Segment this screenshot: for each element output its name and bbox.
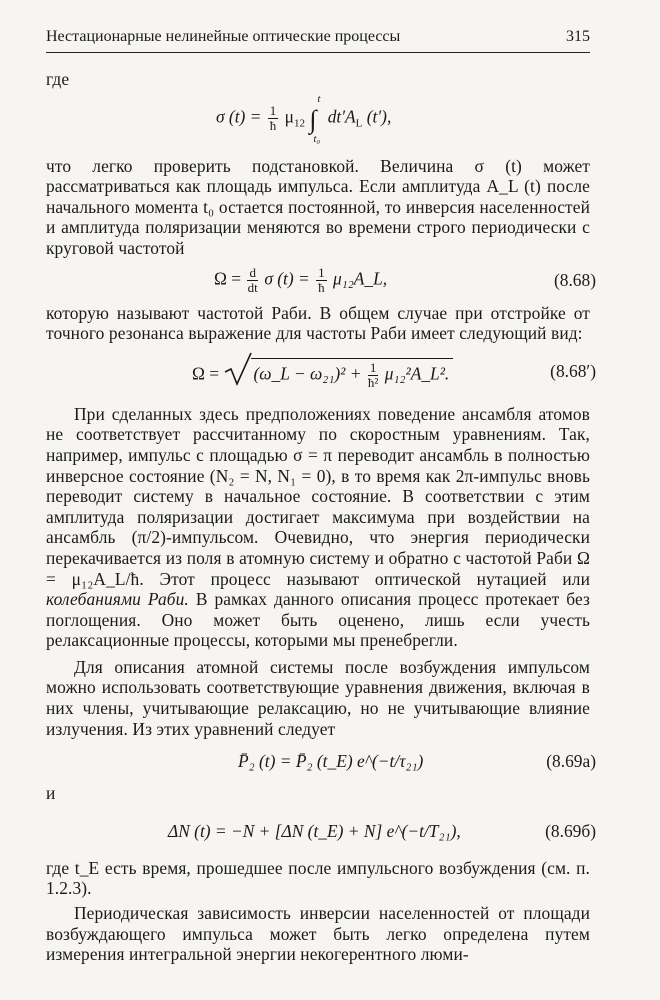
paragraph-periodic-dependence: Периодическая зависимость инверсии населенностей от площади возбуждающего импульса может быть легко определена путем измерения интегральной энергии некогерентного люми- xyxy=(46,903,590,965)
running-header xyxy=(46,28,590,53)
eq-sigma-frac: $\frac{1}{ħ}$ xyxy=(269,102,277,133)
paragraph-rabi-frequency: которую называют частотой Раби. В общем случае при отстройке от точного резонанса выражение для частоты Раби имеет следующий вид: xyxy=(46,302,590,344)
equation-sigma: σ (t) = $\frac{1}{ħ}$ $\mu_{12}$ ∫ t t₀ $dt'A_L$ (t′), xyxy=(216,93,392,146)
equation-number-8-69b: (8.69б) xyxy=(545,821,596,842)
sqrt-sign: (ω_L − ω₂₁)² + $\frac{1}{\text{ħ²}}$ μ₁₂²A_L². xyxy=(223,358,453,390)
paragraph-where-1: где xyxy=(46,69,70,89)
equation-number-8-68: (8.68) xyxy=(553,270,596,291)
equation-8-68: Ω = $\frac{d}{dt}$ σ (t) = $\frac{1}{ħ}$ μ₁₂A_L, (8.68) xyxy=(214,265,596,296)
paragraph-and: и xyxy=(46,783,56,804)
italic-term: колебаниями Раби. xyxy=(46,589,189,610)
equation-8-69a: P̄₂ (t) = P̄₂ (t_E) e^(−t/τ₂₁) (8.69а) xyxy=(238,750,596,771)
eq-sigma-body: dt′A xyxy=(327,106,356,127)
equation-number-8-69a: (8.69а) xyxy=(546,750,596,771)
paragraph-rabi-oscillations: При сделанных здесь предположениях поведение ансамбля атомов не соответствует рассчитанному по скоростным уравнениям. Так, например, импульс с площадью σ = π переводит ансамбль в полностью инверсное состояние (N₂ = N, N₁ = 0), в то время как 2π-импульс вновь переводит систему в начальное состояние. В соответствии с этим амплитуда поляризации достигает максимума при воздействии на ансамбль (π/2)-импульсом. Очевидно, что энергия периодически перекачивается из поля в атомную систему и обратно с частотой Раби Ω = μ₁₂A_L/ħ. Этот процесс называют оптической нутацией или колебаниями Раби. В рамках данного описания процесс протекает без поглощения. Оно может быть оценено, лишь если учесть релаксационные процессы, которыми мы пренебрегли. xyxy=(46,403,590,651)
paragraph-tE-definition: где t_E есть время, прошедшее после импульсного возбуждения (см. п. 1.2.3). xyxy=(46,857,590,899)
header-title: Нестационарные нелинейные оптические процессы xyxy=(46,28,401,45)
integral-sign: ∫ t t₀ xyxy=(309,93,321,146)
paragraph-relaxation: Для описания атомной системы после возбуждения импульсом можно использовать соответствующие уравнения движения, включая в них члены, учитывающие релаксацию, но не учитывающие влияние излучения. Из этих уравнений следует xyxy=(46,656,590,739)
paragraph-sigma-area: что легко проверить подстановкой. Величина σ (t) может рассматриваться как площадь импульса. Если амплитуда A_L (t) после начального момента t₀ остается постоянной, то инверсия населенностей и амплитуда поляризации меняются во времени строго периодически с круговой частотой xyxy=(46,155,590,258)
equation-8-68-prime: Ω = (ω_L − ω₂₁)² + $\frac{1}{\text{ħ²}}$ μ₁₂²A_L². (8.68′) xyxy=(46,344,590,400)
eq-sigma-mu: μ xyxy=(284,106,294,127)
eq-sigma-tail: (t′), xyxy=(366,106,392,127)
equation-8-69b: ΔN (t) = −N + [ΔN (t_E) + N] e^(−t/T₂₁), (8.69б) xyxy=(168,821,596,842)
equation-number-8-68-prime: (8.68′) xyxy=(550,361,596,382)
eq-sigma-lhs: σ (t) = xyxy=(216,106,262,127)
page-number: 315 xyxy=(566,28,590,45)
book-page xyxy=(46,28,596,965)
